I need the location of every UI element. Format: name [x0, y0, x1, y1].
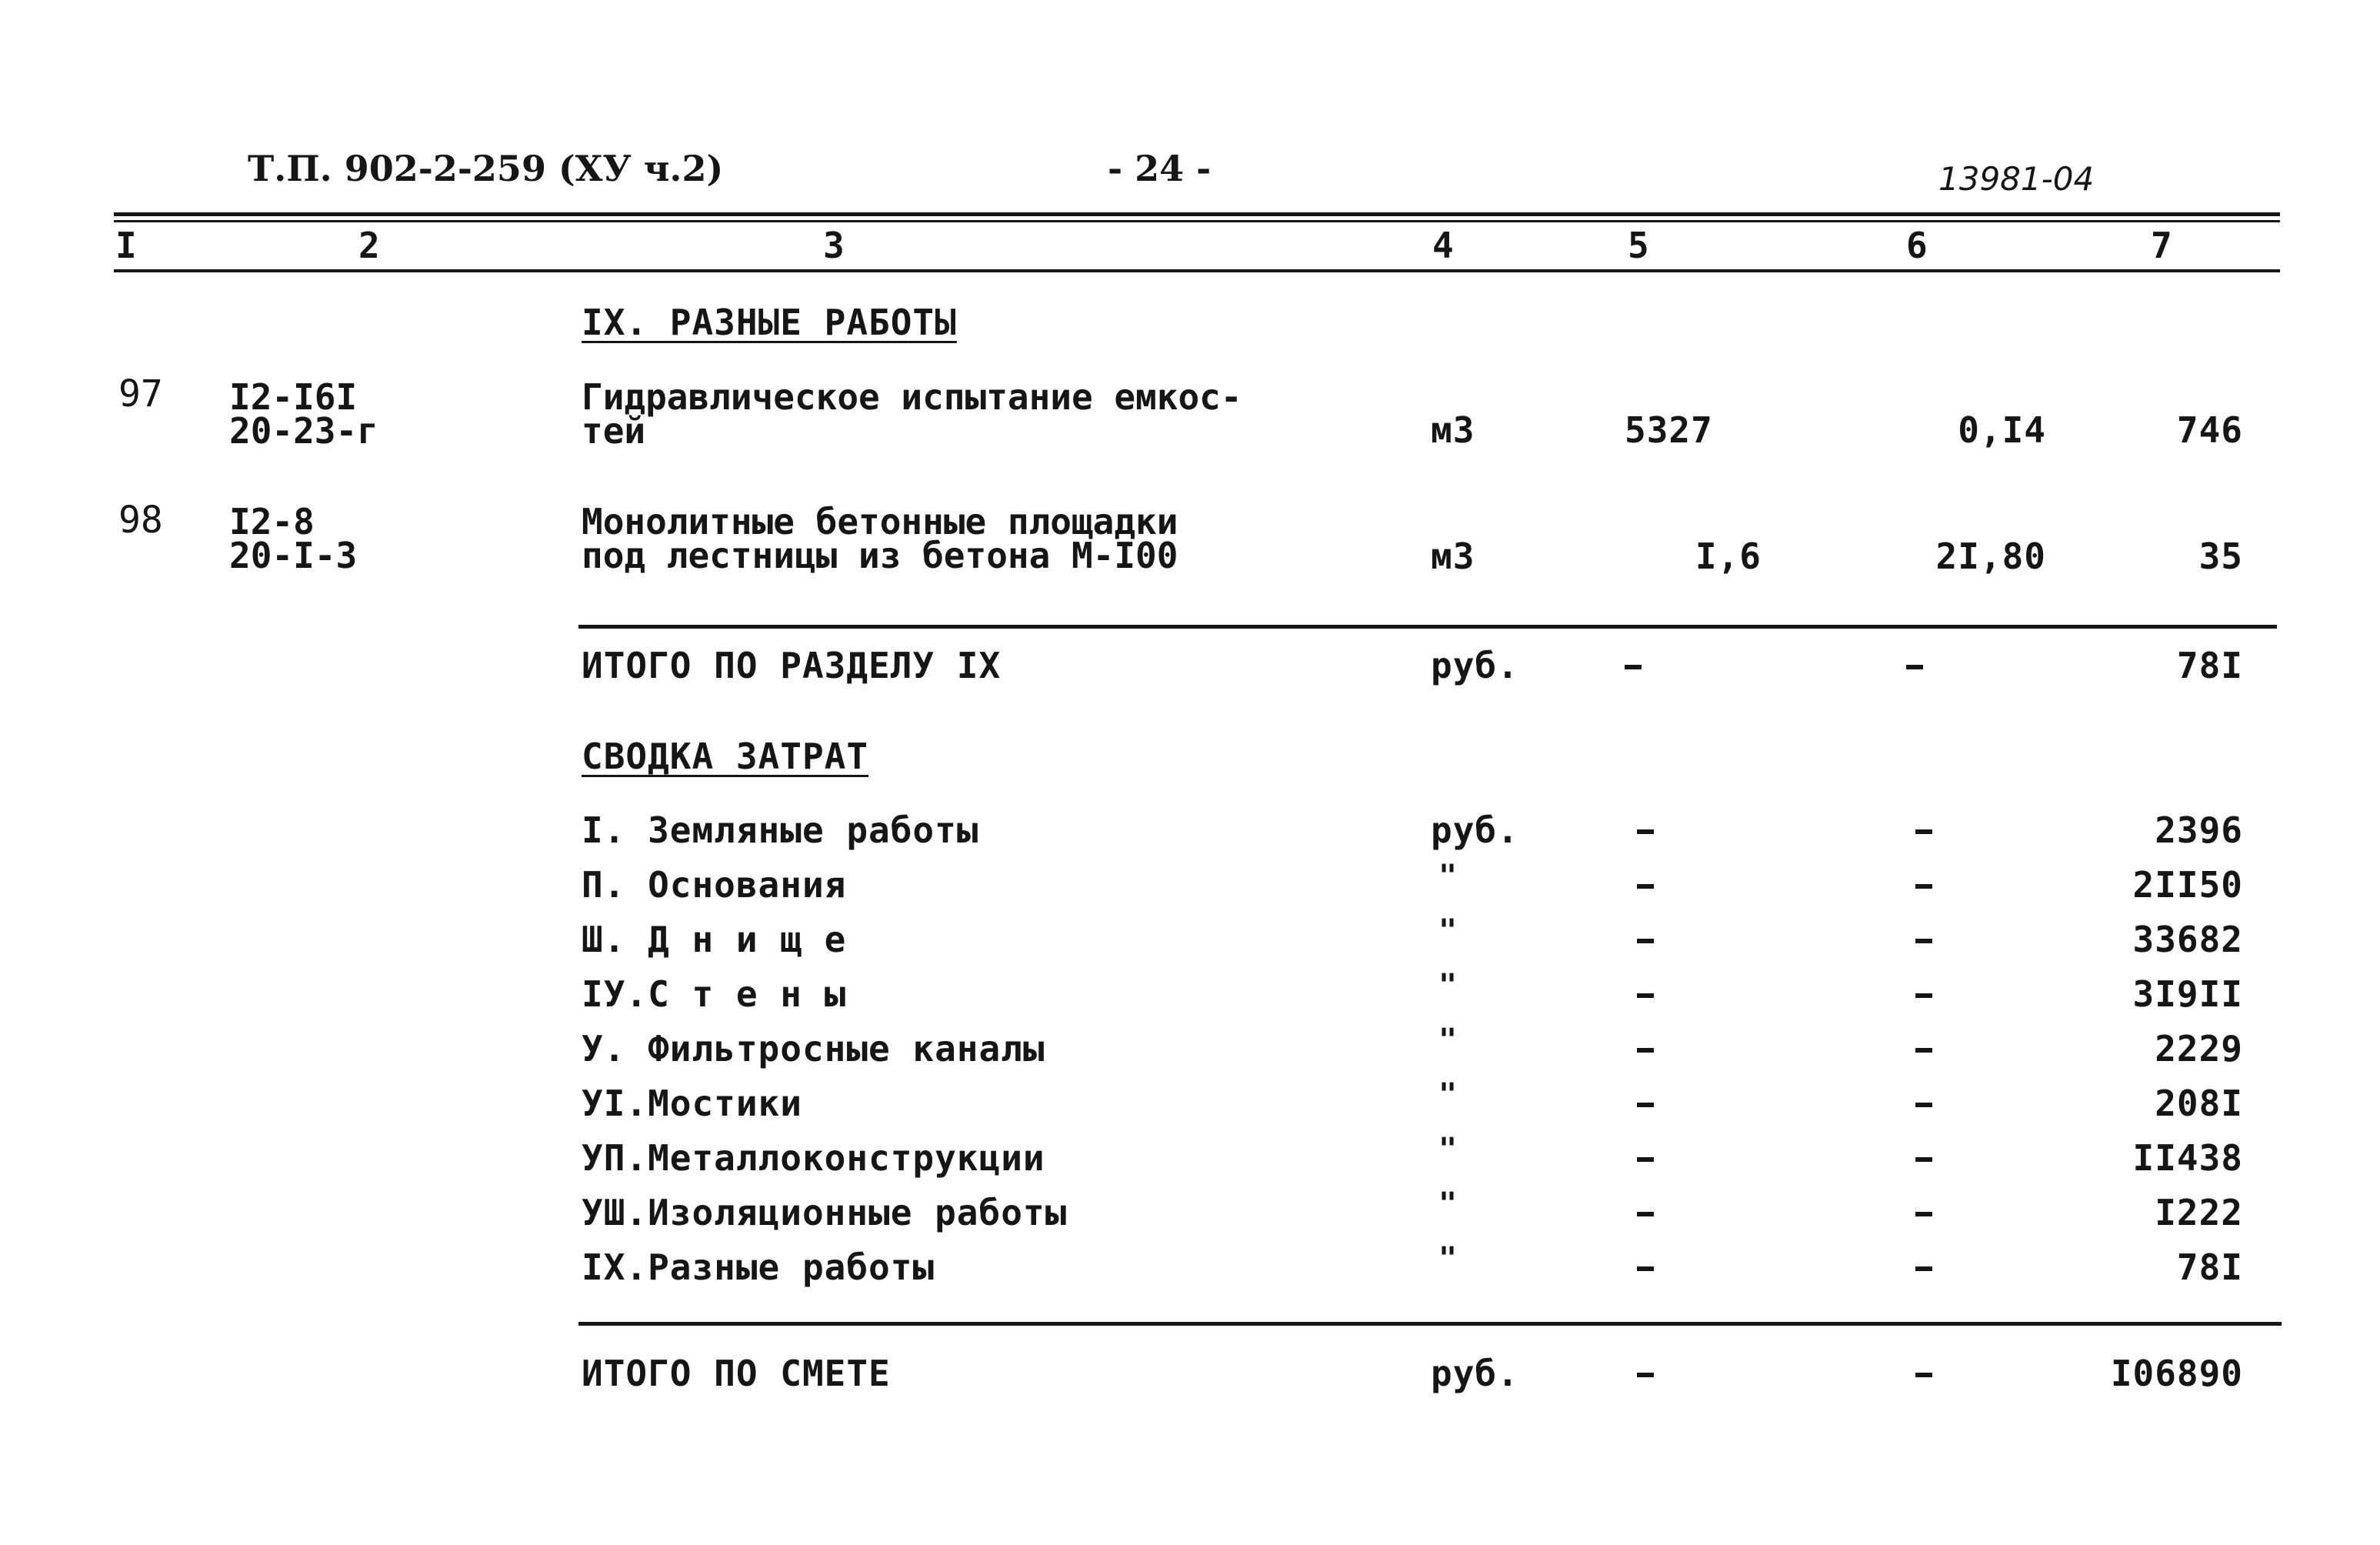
summary-quantity-dash [1637, 1266, 1654, 1271]
grand-total-unit: руб. [1431, 1353, 1519, 1394]
unit: м3 [1431, 409, 1475, 451]
summary-price-dash [1915, 1048, 1932, 1053]
summary-amount: 2229 [2155, 1028, 2243, 1069]
header-rule-bottom [114, 220, 2280, 222]
summary-label: УI.Мостики [582, 1083, 802, 1124]
summary-quantity-dash [1637, 1103, 1654, 1107]
summary-quantity-dash [1637, 993, 1654, 998]
summary-quantity-dash [1637, 939, 1654, 943]
section-total-price-dash [1906, 665, 1923, 669]
summary-amount: II438 [2132, 1137, 2243, 1179]
section-total-amount: 78I [2176, 645, 2243, 686]
norm-code: 20-23-г [229, 410, 378, 452]
summary-label: П. Основания [582, 864, 847, 906]
section-total-unit: руб. [1431, 645, 1519, 686]
unit: м3 [1431, 536, 1475, 577]
norm-code: I2-8 [229, 501, 315, 542]
summary-amount: 78I [2176, 1246, 2243, 1288]
document-number: 13981-04 [1938, 160, 2095, 198]
work-description: тей [582, 410, 646, 452]
section-total-quantity-dash [1625, 665, 1642, 669]
summary-price-dash [1915, 1103, 1932, 1107]
summary-title: СВОДКА ЗАТРАТ [582, 736, 869, 777]
summary-price-dash [1915, 993, 1932, 998]
summary-label: I. Земляные работы [582, 809, 979, 851]
summary-price-dash [1915, 1266, 1932, 1271]
summary-amount: 33682 [2132, 919, 2243, 960]
column-number-2: 2 [358, 225, 381, 266]
summary-quantity-dash [1637, 1157, 1654, 1162]
summary-unit: руб. [1431, 809, 1519, 851]
summary-amount: I222 [2155, 1192, 2243, 1233]
summary-quantity-dash [1637, 1212, 1654, 1216]
grand-total-quantity-dash [1637, 1373, 1654, 1377]
summary-label: УП.Металлоконструкции [582, 1137, 1045, 1179]
column-number-1: I [115, 225, 138, 266]
grand-total-rule [578, 1322, 2282, 1326]
summary-unit-ditto: " [1438, 1241, 1458, 1276]
summary-unit-ditto: " [1438, 859, 1458, 894]
section-total-rule [578, 625, 2277, 629]
grand-total-price-dash [1915, 1373, 1932, 1377]
summary-label: IУ.С т е н ы [582, 973, 847, 1015]
summary-label: УШ.Изоляционные работы [582, 1192, 1068, 1233]
summary-unit-ditto: " [1438, 1186, 1458, 1222]
summary-price-dash [1915, 1212, 1932, 1216]
norm-code: I2-I6I [229, 376, 358, 418]
column-number-4: 4 [1432, 225, 1455, 266]
norm-code: 20-I-3 [229, 535, 358, 576]
summary-unit-ditto: " [1438, 913, 1458, 949]
section-total-label: ИТОГО ПО РАЗДЕЛУ IX [582, 645, 1002, 686]
row-total: 35 [2198, 536, 2243, 577]
summary-quantity-dash [1637, 829, 1654, 834]
unit-price: 0,I4 [1958, 409, 2046, 451]
summary-label: У. Фильтросные каналы [582, 1028, 1045, 1069]
summary-label: Ш. Д н и щ е [582, 919, 847, 960]
column-number-6: 6 [1906, 225, 1928, 266]
summary-price-dash [1915, 884, 1932, 889]
grand-total-amount: I06890 [2110, 1353, 2243, 1394]
summary-unit-ditto: " [1438, 1077, 1458, 1113]
summary-unit-ditto: " [1438, 1023, 1458, 1058]
page-number: - 24 - [1108, 148, 1212, 189]
summary-unit-ditto: " [1438, 968, 1458, 1003]
quantity: 5327 [1625, 409, 1713, 451]
summary-label: IX.Разные работы [582, 1246, 935, 1288]
row-number: 98 [118, 499, 163, 542]
column-number-rule [114, 269, 2280, 272]
summary-quantity-dash [1637, 884, 1654, 889]
work-description: под лестницы из бетона М-I00 [582, 535, 1178, 576]
summary-quantity-dash [1637, 1048, 1654, 1053]
work-description: Монолитные бетонные площадки [582, 501, 1178, 542]
column-number-7: 7 [2151, 225, 2173, 266]
summary-amount: 3I9II [2132, 973, 2243, 1015]
column-number-3: 3 [823, 225, 845, 266]
section-title: IX. РАЗНЫЕ РАБОТЫ [582, 302, 957, 343]
summary-unit-ditto: " [1438, 1132, 1458, 1167]
summary-price-dash [1915, 939, 1932, 943]
summary-amount: 208I [2155, 1083, 2243, 1124]
grand-total-label: ИТОГО ПО СМЕТЕ [582, 1353, 891, 1394]
quantity: I,6 [1695, 536, 1762, 577]
summary-amount: 2II50 [2132, 864, 2243, 906]
row-total: 746 [2176, 409, 2243, 451]
column-number-5: 5 [1628, 225, 1650, 266]
project-code: Т.П. 902-2-259 (ХУ ч.2) [248, 148, 724, 189]
header-rule-top [114, 212, 2280, 216]
summary-price-dash [1915, 1157, 1932, 1162]
row-number: 97 [118, 372, 163, 415]
unit-price: 2I,80 [1935, 536, 2046, 577]
work-description: Гидравлическое испытание емкос- [582, 376, 1242, 418]
summary-amount: 2396 [2155, 809, 2243, 851]
summary-price-dash [1915, 829, 1932, 834]
